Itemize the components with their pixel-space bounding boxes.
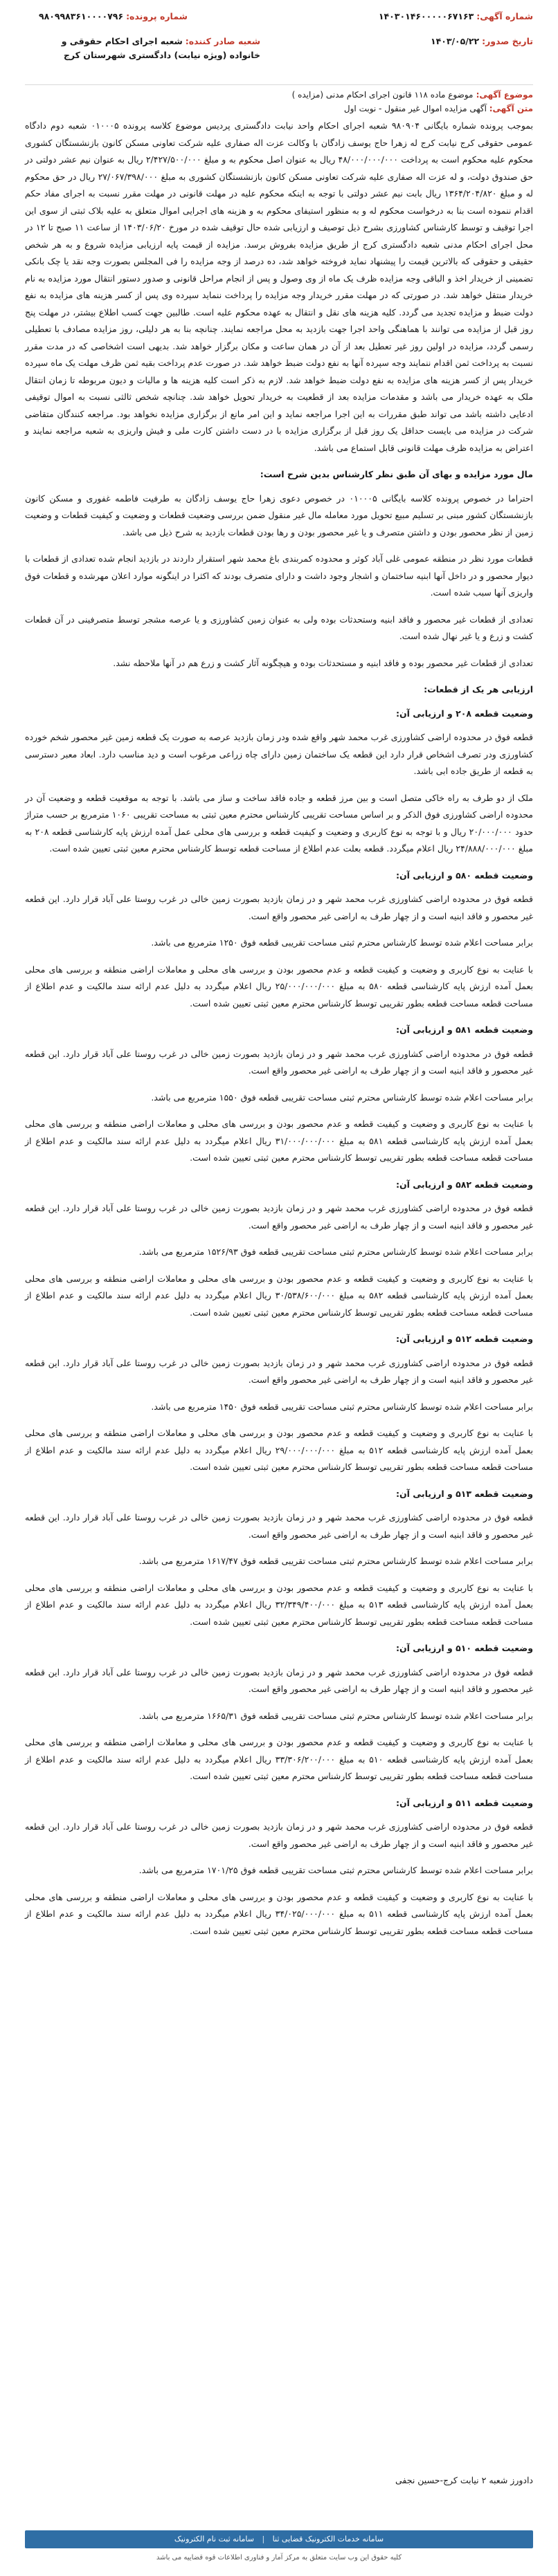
ad-paragraph: تعدادی از قطعات غیر محصور بوده و فاقد ابنیه و مستحدثات بوده و هیچگونه آثار کشت و زرع هم در آنها ملاحظه نشد.	[113, 657, 533, 668]
ad-paragraph: وضعیت قطعه ۵۱۱ و ارزیابی آن:	[395, 1797, 533, 1808]
ad-header	[25, 0, 533, 118]
branch-label: شعبه صادر کننده:	[185, 36, 260, 46]
ad-paragraph: برابر مساحت اعلام شده توسط کارشناس محترم ثبتی مساحت تقریبی قطعه فوق ۱۲۵۰ مترمربع می باشد.	[151, 937, 533, 948]
ad-subject-text: موضوع ماده ۱۱۸ قانون اجرای احکام مدنی (مزایده )	[291, 90, 474, 100]
ad-paragraph: با عنایت به نوع کاربری و وضعیت و کیفیت قطعه و عدم محصور بودن و بررسی های محلی و معاملات اراضی منطقه و بررسی های محلی بعمل آمده ارزش پایه کارشناسی قطعه ۵۱۲ به مبلغ ۲۹/۰۰۰/۰۰۰/۰۰۰ ریال اعلام میگردد به دلیل عدم ارائه سند مالکیت و عدم اطلاع از مساحت قطعه مساحت قطعه بطور تقریبی توسط کارشناس محترم معین ثبتی تعیین شده است.	[25, 1428, 533, 1472]
ad-paragraph: برابر مساحت اعلام شده توسط کارشناس محترم ثبتی مساحت تقریبی قطعه فوق ۱۴۵۰ مترمربع می باشد.	[151, 1401, 533, 1412]
issue-date-row	[431, 35, 533, 48]
ad-text-label: متن آگهی:	[489, 104, 533, 113]
ad-paragraph: ملک از دو طرف به راه خاکی متصل است و بین مرز قطعه و جاده فاقد ساخت و ساز می باشد. با توجه به موقعیت قطعه و وضعیت آن در محدوده اراضی کشاورزی فوق الذکر و بر اساس مساحت تقریبی کارشناس محترم معین ثبتی به مساحت تقریبی ۱۰۶۰ مترمربع بر حسب متراژ حدود ۲۰/۰۰۰/۰۰۰ ریال و با توجه به نوع کاربری و وضعیت و کیفیت قطعه و بررسی های محلی عمل آمده ارزش پایه کارشناسی قطعه ۲۰۸ به مبلغ ۲۴/۸۸۸/۰۰۰/۰۰۰ ریال اعلام میگردد. قطعه بعلت عدم اطلاع از مساحت قطعه توسط کارشناس محترم معین ثبتی تعیین شده است.	[25, 792, 534, 854]
ad-paragraph: وضعیت قطعه ۵۸۱ و ارزیابی آن:	[395, 1024, 533, 1035]
ad-paragraph: وضعیت قطعه ۵۱۰ و ارزیابی آن:	[395, 1643, 533, 1653]
ad-paragraph: قطعه فوق در محدوده اراضی کشاورزی غرب محمد شهر و در زمان بازدید بصورت زمین خالی در غرب روستا علی آباد قرار دارد. این قطعه غیر محصور و فاقد ابنیه است و از چهار طرف به اراضی غیر محصور واقع است.	[25, 1357, 533, 1385]
ad-paragraph: وضعیت قطعه ۵۸۲ و ارزیابی آن:	[395, 1179, 533, 1190]
ad-paragraph: با عنایت به نوع کاربری و وضعیت و کیفیت قطعه و عدم محصور بودن و بررسی های محلی و معاملات اراضی منطقه و بررسی های محلی بعمل آمده ارزش پایه کارشناسی قطعه ۵۸۲ به مبلغ ۳۰/۵۳۸/۶۰۰/۰۰۰ ریال اعلام میگردد به دلیل عدم ارائه سند مالکیت و عدم اطلاع از مساحت قطعه مساحت قطعه بطور تقریبی توسط کارشناس محترم معین ثبتی تعیین شده است.	[25, 1273, 533, 1318]
ad-paragraph: تعدادی از قطعات غیر محصور و فاقد ابنیه وستحدثات بوده ولی به عنوان زمین کشاورزی و یا عرصه مشجر توسط متصرفینی در آن قطعات کشت و زرع و یا غیر نهال شده است.	[25, 614, 533, 641]
ad-paragraph: وضعیت قطعه ۵۸۰ و ارزیابی آن:	[395, 870, 533, 881]
ad-number-label: شماره آگهی:	[476, 11, 533, 21]
ad-paragraph: بموجب پرونده شماره بایگانی ۹۸۰۹۰۴ شعبه اجرای احکام واحد نیابت دادگستری پردیس موضوع کلاسه پرونده ۰۱۰۰۰۵ شعبه دوم دادگاه عمومی حقوقی کرج نیابت کرج له زهرا حاج یوسف زادگان با وکالت عزت اله صفاری علیه شرکت تعاونی مسکن کانون بازنشستگان کشوری محکوم علیه محکوم است به پرداخت ۴۸/۰۰۰/۰۰۰/۰۰۰ ریال به عنوان اصل محکوم به و مبلغ ۲/۴۲۷/۵۰۰/۰۰۰ ریال به عنوان نیم عشر دولتی در حق صندوق دولت، و له عزت اله صفاری علیه شرکت تعاونی مسکن کانون بازنشستگان کشوری به مبلغ ۲۷/۰۶۷/۳۹۸/۰۰۰ ریال در حق محکوم له و مبلغ ۱۳۶۴/۲۰۴/۸۲۰ ریال بابت نیم عشر دولتی با توجه به اینکه محکوم علیه در مهلت قانونی در مهلت مقرر نسبت به اجرای مفاد حکم اقدام ننموده است بنا به درخواست محکوم له و به منظور استیفای محکوم به و هزینه های اجرایی اموال متعلق به علیه بلاک ثبتی از سوی این اجرا توقیف و توسط کارشناس کشاورزی بشرح ذیل توصیف و ارزیابی شده حال توقیف شده در مورخ ۱۴۰۳/۰۶/۲۰ از ساعت ۱۱ صبح تا ۱۲ در محل اجرای احکام مدنی شعبه دادگستری کرج از طریق مزایده بفروش برسد. مزایده از قیمت پایه ارزیابی مزایده شروع و به هر شخص حقیقی و حقوقی که بالاترین قیمت را پیشنهاد نماید فروخته خواهد شد، ده درصد از وجه مزایده را فی المجلس بصورت وجه نقد یا چک بانکی تضمینی از خریدار اخذ و الباقی وجه مزایده ظرف یک ماه از وی وصول و پس از انجام مراحل قانونی و صدور دستور انتقال مورد مزایده به نام خریدار منتقل خواهد شد. در صورتی که در مهلت مقرر خریدار وجه مزایده را پرداخت ننماید سپرده وی پس از کسر هزینه های مزایده به نفع دولت ضبط و مزایده تجدید می گردد. کلیه هزینه های نقل و انتقال به عهده محکوم علیه است. طالبین جهت کسب اطلاع بیشتر، در مهلت پنج روز قبل از مزایده می توانند با هماهنگی واحد اجرا جهت بازدید به محل مراجعه نمایند. چنانچه بنا به هر دلیلی، روز مزایده مصادف با تعطیلی رسمی گردد، مزایده در اولین روز غیر تعطیل بعد از آن در همان ساعت و مکان برگزار خواهد شد. بدیهی است اشخاصی که در مدت مقرر نسبت به پرداخت ثمن اقدام ننمایند وجه سپرده آنها به نفع دولت ضبط خواهد شد. در صورت عدم پرداخت بقیه ثمن ظرف مهلت یک ماه سپرده خریدار پس از کسر هزینه های مزایده به نفع دولت ضبط خواهد شد. لازم به ذکر است کلیه هزینه ها و مالیات و دیون مربوطه تا زمان انتقال ملک به عهده خریدار می باشد و مقدمات مزایده بعد از قطعیت به خریدار تحویل خواهد شد. چنانچه شخص ثالثی نسبت به اموال توقیفی ادعایی داشته باشد می تواند طبق مقررات به این اجرا مراجعه نماید و این امر مانع از برگزاری مزایده نخواهد بود. مراجعه کنندگان متقاضی شرکت در مزایده می بایست حداقل یک روز قبل از برگزاری مزایده با در دست داشتن کارت ملی و فیش واریزی به شعبه مراجعه نمایند و اعتراض به مزایده ظرف مهلت قانونی قابل استماع می باشد.	[25, 120, 534, 453]
ad-number-row	[379, 10, 533, 24]
ad-subject	[292, 90, 533, 100]
header-divider	[25, 84, 533, 85]
ad-paragraph: احتراما در خصوص پرونده کلاسه بایگانی ۰۱۰۰۰۵ در خصوص دعوی زهرا حاج یوسف زادگان به طرفیت فاطمه غفوری و مسکن کانون بازنشستگان کشور مبنی بر تسلیم مبیع تحویل مورد معامله مال غیر منقول ضمن بررسی وضعیت قطعات و وضعیت و کیفیت قطعات و وضعیت زمین از نظر محصور بودن و داشتن متصرف و یا غیر محصور بودن و رها بودن قطعات بازدید به شرح ذیل می باشد.	[25, 493, 533, 537]
ad-paragraph: قطعات مورد نظر در منطقه عمومی غلی آباد کوثر و محدوده کمربندی باغ محمد شهر استقرار داردند در بازدید انجام شده تعدادی از قطعات با دیوار محصور و در داخل آنها ابنیه ساختمان و اشجار وجود داشت و دارای متصرف بودند که اکثرا در اینگونه موارد اعلان مهرشده و قطعات فوق واریزی آنها سبب شده است.	[25, 553, 533, 598]
ad-paragraph: قطعه فوق در محدوده اراضی کشاورزی غرب محمد شهر و در زمان بازدید بصورت زمین خالی در غرب روستا علی آباد قرار دارد. این قطعه غیر محصور و فاقد ابنیه است و از چهار طرف به اراضی غیر محصور واقع است.	[25, 1821, 533, 1849]
ad-number: ۱۴۰۳۰۱۴۶۰۰۰۰۰۶۷۱۶۳	[378, 11, 474, 21]
ad-body	[25, 118, 533, 1940]
ad-paragraph: وضعیت قطعه ۵۱۳ و ارزیابی آن:	[395, 1488, 533, 1499]
ad-paragraph: با عنایت به نوع کاربری و وضعیت و کیفیت قطعه و عدم محصور بودن و بررسی های محلی و معاملات اراضی منطقه و بررسی های محلی بعمل آمده ارزش پایه کارشناسی قطعه ۵۱۰ به مبلغ ۳۳/۳۰۶/۲۰۰/۰۰۰ ریال اعلام میگردد به دلیل عدم ارائه سند مالکیت و عدم اطلاع از مساحت قطعه مساحت قطعه بطور تقریبی توسط کارشناس محترم معین ثبتی تعیین شده است.	[25, 1737, 533, 1781]
ad-paragraph: برابر مساحت اعلام شده توسط کارشناس محترم ثبتی مساحت تقریبی قطعه فوق ۱۵۲۶/۹۳ مترمربع می باشد.	[138, 1246, 533, 1257]
case-number-row	[39, 10, 188, 24]
ad-text-title-value: آگهی مزایده اموال غیر منقول - نوبت اول	[343, 104, 487, 113]
ad-paragraph: با عنایت به نوع کاربری و وضعیت و کیفیت قطعه و عدم محصور بودن و بررسی های محلی و معاملات اراضی منطقه و بررسی های محلی بعمل آمده ارزش پایه کارشناسی قطعه ۵۱۱ به مبلغ ۳۴/۰۲۵/۰۰۰/۰۰۰ ریال اعلام میگردد به دلیل عدم ارائه سند مالکیت و عدم اطلاع از مساحت قطعه مساحت قطعه بطور تقریبی توسط کارشناس محترم معین ثبتی تعیین شده است.	[25, 1891, 533, 1936]
ad-paragraph: برابر مساحت اعلام شده توسط کارشناس محترم ثبتی مساحت تقریبی قطعه فوق ۱۶۱۷/۴۷ مترمربع می باشد.	[138, 1556, 533, 1566]
footer-note: کلیه حقوق این وب سایت متعلق به مرکز آمار و فناوری اطلاعات قوه قضاییه می باشد	[156, 2554, 402, 2561]
ad-paragraph: وضعیت قطعه ۵۱۲ و ارزیابی آن:	[395, 1334, 533, 1344]
ad-paragraph: قطعه فوق در محدوده اراضی کشاورزی غرب محمد شهر و در زمان بازدید بصورت زمین خالی در غرب روستا علی آباد قرار دارد. این قطعه غیر محصور و فاقد ابنیه است و از چهار طرف به اراضی غیر محصور واقع است.	[25, 1048, 533, 1076]
footer-link-sana[interactable]: سامانه خدمات الکترونیک قضایی ثنا	[272, 2534, 384, 2543]
signature: دادورز شعبه ۲ نیابت کرج-حسین نجفی	[395, 2475, 533, 2485]
ad-paragraph: قطعه فوق در محدوده اراضی کشاورزی غرب محمد شهر و در زمان بازدید بصورت زمین خالی در غرب روستا علی آباد قرار دارد. این قطعه غیر محصور و فاقد ابنیه است و از چهار طرف به اراضی غیر محصور واقع است.	[25, 1512, 533, 1540]
ad-paragraph: برابر مساحت اعلام شده توسط کارشناس محترم ثبتی مساحت تقریبی قطعه فوق ۱۶۶۵/۳۱ مترمربع می باشد.	[138, 1710, 533, 1721]
case-number: ۹۸۰۹۹۸۳۶۱۰۰۰۰۷۹۶	[39, 11, 124, 21]
footer-link-registration[interactable]: سامانه ثبت نام الکترونیک	[174, 2534, 254, 2543]
ad-paragraph: برابر مساحت اعلام شده توسط کارشناس محترم ثبتی مساحت تقریبی قطعه فوق ۱۷۰۱/۲۵ مترمربع می باشد.	[138, 1865, 533, 1875]
ad-paragraph: با عنایت به نوع کاربری و وضعیت و کیفیت قطعه و عدم محصور بودن و بررسی های محلی و معاملات اراضی منطقه و بررسی های محلی بعمل آمده ارزش پایه کارشناسی قطعه ۵۱۳ به مبلغ ۳۲/۳۴۹/۴۰۰/۰۰۰ ریال اعلام میگردد به دلیل عدم ارائه سند مالکیت و عدم اطلاع از مساحت قطعه مساحت قطعه بطور تقریبی توسط کارشناس محترم معین ثبتی تعیین شده است.	[25, 1582, 533, 1627]
ad-paragraph: قطعه فوق در محدوده اراضی کشاورزی غرب محمد شهر و در زمان بازدید بصورت زمین خالی در غرب روستا علی آباد قرار دارد. این قطعه غیر محصور و فاقد ابنیه است و از چهار طرف به اراضی غیر محصور واقع است.	[25, 1203, 533, 1231]
ad-paragraph: مال مورد مزایده و بهای آن طبق نظر کارشناس بدین شرح است:	[260, 469, 533, 479]
ad-paragraph: با عنایت به نوع کاربری و وضعیت و کیفیت قطعه و عدم محصور بودن و بررسی های محلی و معاملات اراضی منطقه و بررسی های محلی بعمل آمده ارزش پایه کارشناسی قطعه ۵۸۰ به مبلغ ۲۵/۰۰۰/۰۰۰/۰۰۰ ریال اعلام میگردد به دلیل عدم ارائه سند مالکیت و عدم اطلاع از مساحت قطعه مساحت قطعه بطور تقریبی توسط کارشناس محترم معین ثبتی تعیین شده است.	[25, 964, 533, 1009]
issue-date-label: تاریخ صدور:	[482, 36, 533, 46]
ad-paragraph: قطعه فوق در محدوده اراضی کشاورزی غرب محمد شهر و در زمان بازدید بصورت زمین خالی در غرب روستا علی آباد قرار دارد. این قطعه غیر محصور و فاقد ابنیه است و از چهار طرف به اراضی غیر محصور واقع است.	[25, 1666, 533, 1694]
footer-divider: |	[262, 2534, 265, 2543]
ad-paragraph: قطعه فوق در محدوده اراضی کشاورزی غرب محمد شهر و در زمان بازدید بصورت زمین خالی در غرب روستا علی آباد قرار دارد. این قطعه غیر محصور و فاقد ابنیه است و از چهار طرف به اراضی غیر محصور واقع است.	[25, 894, 533, 921]
ad-paragraph: قطعه فوق در محدوده اراضی کشاورزی غرب محمد شهر واقع شده ودر زمان بازدید عرصه به صورت یک قطعه زمین غیر محصور شخم خورده کشاورزی ودر تصرف اشخاص قرار دارد این قطعه یک ساختمان زمین دارای چاه زراعی مرغوب است و دید مناسب دارد. ابعاد معبر دسترسی به قطعه از طریق جاده ابی باشد.	[25, 732, 533, 776]
ad-paragraph: با عنایت به نوع کاربری و وضعیت و کیفیت قطعه و عدم محصور بودن و بررسی های محلی و معاملات اراضی منطقه و بررسی های محلی بعمل آمده ارزش پایه کارشناسی قطعه ۵۸۱ به مبلغ ۳۱/۰۰۰/۰۰۰/۰۰۰ ریال اعلام میگردد به دلیل عدم ارائه سند مالکیت و عدم اطلاع از مساحت قطعه مساحت قطعه بطور تقریبی توسط کارشناس محترم معین ثبتی تعیین شده است.	[25, 1119, 533, 1163]
case-number-label: شماره پرونده:	[126, 11, 188, 21]
branch-name: شعبه اجرای احکام حقوقی و خانواده (ویژه نیابت) دادگستری شهرستان کرج	[61, 36, 260, 60]
ad-paragraph: ارزیابی هر یک از قطعات:	[424, 684, 533, 694]
footer-bar	[25, 2530, 533, 2548]
branch-row	[39, 35, 260, 62]
ad-paragraph: برابر مساحت اعلام شده توسط کارشناس محترم ثبتی مساحت تقریبی قطعه فوق ۱۵۵۰ مترمربع می باشد.	[151, 1092, 533, 1103]
ad-text-title	[344, 104, 533, 113]
ad-subject-label: موضوع آگهی:	[476, 90, 533, 100]
ad-paragraph: وضعیت قطعه ۲۰۸ و ارزیابی آن:	[395, 708, 533, 719]
issue-date: ۱۴۰۳/۰۵/۲۲	[430, 36, 480, 46]
